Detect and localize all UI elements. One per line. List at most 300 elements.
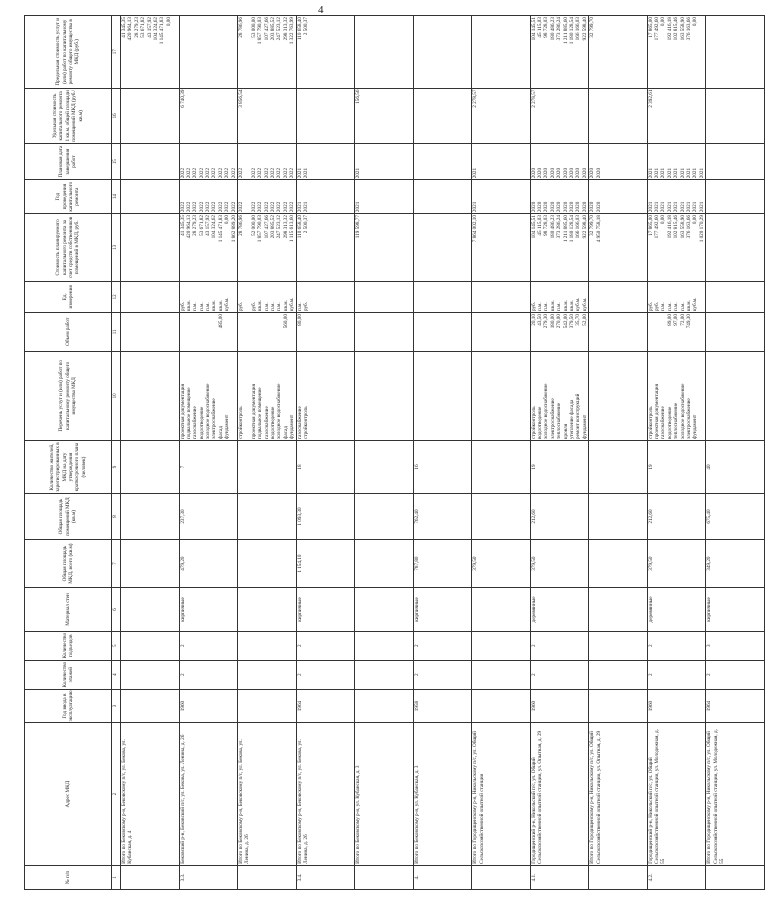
repair-year-cell-line: 2021 (472, 201, 479, 213)
table-row (530, 16, 589, 890)
limit-cost-cell-line (231, 17, 237, 87)
volume-cell (296, 313, 355, 352)
entrances-cell: 3 (706, 631, 765, 660)
works-cell-line: электроснабжение (549, 398, 556, 439)
repair-year-cell (121, 180, 180, 214)
end-date-cell-line: 2022 (282, 167, 289, 179)
works-cell-line: проектная документация (250, 384, 257, 439)
volume-cell-line: 20,10 (530, 314, 537, 326)
column-header: Общая площадь помещений МКД (кв.м) (25, 494, 112, 540)
unit-cell-line: куб.м. (581, 297, 588, 312)
repair-year-cell-line: 2021 (296, 201, 303, 213)
column-number: 16 (112, 88, 121, 144)
residents-cell: 19 (647, 440, 706, 493)
table-row (121, 16, 180, 890)
volume-cell-line: 180,00 (549, 314, 556, 329)
volume-cell-line: 270,00 (556, 314, 563, 329)
limit-cost-cell-line (523, 17, 529, 87)
repair-year-cell-line: 2020 (549, 201, 556, 213)
limit-cost-cell-line (172, 17, 178, 87)
volume-cell (530, 313, 589, 352)
works-cell-line: электроснабжение (685, 398, 692, 439)
end-date-cell (472, 144, 531, 180)
limit-cost-cell-line: 43 157,92 (146, 17, 153, 38)
unit-cell-line: кв.м. (217, 300, 224, 312)
end-date-cell-line: 2022 (263, 167, 270, 179)
limit-cost-cell-line: 166 166,03 (575, 17, 582, 41)
limit-cost-cell-line: 102 815,46 (673, 17, 680, 41)
unit-cost-cell: 3 856,54 (238, 88, 297, 144)
floors-cell (472, 660, 531, 689)
cost-cell-line: 1 857 790,03 (257, 215, 264, 243)
unit-cell-line: п.м. (263, 302, 270, 312)
repair-year-cell-line (172, 181, 178, 212)
works-cell-line: фасад (282, 426, 289, 439)
table-row (296, 16, 355, 890)
works-cell-line: теплоснабжение (556, 402, 563, 439)
end-date-cell-line: 2021 (673, 167, 680, 179)
column-number: 11 (112, 313, 121, 352)
cost-cell-line (757, 215, 763, 280)
limit-cost-cell-line: 53 671,82 (140, 17, 147, 38)
limit-cost-cell (706, 16, 765, 89)
end-date-cell (706, 144, 765, 180)
works-cell (179, 351, 238, 440)
works-cell-line: фасад (217, 426, 224, 439)
end-date-cell-line: 2021 (654, 167, 661, 179)
limit-cost-cell-line: 177 492,60 (654, 17, 661, 41)
works-cell-line: водоотведение (666, 406, 673, 439)
limit-cost-cell-line: 298 313,32 (282, 17, 289, 41)
cost-cell-line (640, 215, 646, 280)
unit-cell-line: п.м. (198, 302, 205, 312)
rooms-area-cell: 212,60 (647, 494, 706, 540)
wall-material-cell: кирпичные (706, 588, 765, 631)
repair-year-cell-line: 2021 (673, 201, 680, 213)
cost-cell-line: 1 115 613,60 (289, 215, 296, 243)
works-cell (647, 351, 706, 440)
rooms-area-cell: 675,40 (706, 494, 765, 540)
entrances-cell (121, 631, 180, 660)
address-cell: Бековский р-н, Бековский п/с, ул. Бекова, ул. Ленина, д. 2б (179, 723, 238, 865)
repair-year-cell-line: 2020 (575, 201, 582, 213)
limit-cost-cell (121, 16, 180, 89)
unit-cell-line: п.м. (192, 302, 199, 312)
limit-cost-cell-line (406, 17, 412, 87)
end-date-cell-line: 2021 (698, 167, 705, 179)
cost-cell-line (172, 215, 178, 280)
address-cell: Итого по Бековскому р-н, Бековскому п/с, ул. Бекова, ул. Кубанская, д. 4 (121, 723, 180, 865)
volume-cell-line (699, 314, 705, 350)
end-date-cell-line: 2022 (217, 167, 224, 179)
unit-cell-line (172, 283, 178, 311)
works-cell-line: фундамент (692, 414, 699, 439)
row-number (472, 865, 531, 889)
end-date-cell-line: 2022 (269, 167, 276, 179)
end-date-cell (296, 144, 355, 180)
unit-cell-line: кв.м. (211, 300, 218, 312)
unit-cell (238, 281, 297, 312)
works-cell (296, 351, 355, 440)
limit-cost-cell-line: 192 416,18 (666, 17, 673, 41)
total-area-cell (121, 539, 180, 587)
cost-cell-line: 0,00 (692, 215, 699, 225)
page-number: 4 (318, 4, 324, 16)
limit-cost-cell-line: 203 885,52 (269, 17, 276, 41)
volume-cell-line: 542,00 (562, 314, 569, 329)
works-cell-line (523, 353, 529, 439)
works-cell (413, 351, 472, 440)
repair-year-cell-line: 2022 (185, 201, 192, 213)
column-number: 3 (112, 689, 121, 723)
row-number: 4.2. (647, 865, 706, 889)
cost-cell-line: 376 163,66 (685, 215, 692, 239)
repair-year-cell-line: 2020 (568, 201, 575, 213)
repair-year-cell-line (406, 181, 412, 212)
works-cell-line (699, 353, 705, 439)
column-number: 8 (112, 494, 121, 540)
limit-cost-cell-line (699, 17, 705, 87)
end-date-cell-line: 2021 (685, 167, 692, 179)
residents-cell (238, 440, 297, 493)
volume-cell (238, 313, 297, 352)
unit-cell-line: п.м. (679, 302, 686, 312)
column-header: Удельная стоимость капитального ремонта 1 кв.м. общей площади помещений МКД (руб./кв.м) (25, 88, 112, 144)
limit-cost-cell (179, 16, 238, 89)
cost-cell-line: 43 157,92 (205, 215, 212, 236)
cost-cell-line (406, 215, 412, 280)
total-area-cell: 1 154,10 (296, 539, 355, 587)
limit-cost-cell (647, 16, 706, 89)
works-cell-line (172, 353, 178, 439)
cost-cell-line: 1 211 885,60 (562, 215, 569, 243)
works-cell-line: холодное водоснабжение (679, 383, 686, 439)
end-date-cell-line: 2022 (192, 167, 199, 179)
end-date-cell-line: 2020 (595, 167, 602, 179)
works-cell-line: стройконтроль (238, 406, 245, 439)
end-date-cell-line: 2022 (250, 167, 257, 179)
works-cell-line: газоснабжение (192, 406, 199, 439)
unit-cell-line: п.м. (296, 302, 303, 312)
year-cell: 1960 (179, 689, 238, 723)
works-cell-line: фундамент (289, 414, 296, 439)
cost-cell-line: 28 279,23 (192, 215, 199, 236)
limit-cost-cell (472, 16, 531, 89)
total-area-cell: 379,50 (530, 539, 589, 587)
repair-year-cell-line: 2020 (589, 201, 596, 213)
cost-cell-line: 2 500,37 (302, 215, 309, 234)
table-row (413, 16, 472, 890)
rooms-area-cell (355, 494, 414, 540)
cost-cell-line: 0,00 (660, 215, 667, 225)
unit-cell-line: п.м. (269, 302, 276, 312)
unit-cell-line (406, 283, 412, 311)
wall-material-cell (121, 588, 180, 631)
limit-cost-cell-line (465, 17, 471, 87)
repair-year-cell-line: 2020 (595, 201, 602, 213)
end-date-cell-line: 2020 (543, 167, 550, 179)
unit-cell-line: п.м. (543, 302, 550, 312)
column-number: 15 (112, 144, 121, 180)
rooms-area-cell: 212,60 (530, 494, 589, 540)
end-date-cell-line (465, 145, 471, 178)
row-number (238, 865, 297, 889)
works-cell-line (406, 353, 412, 439)
works-cell-line: фундамент (581, 414, 588, 439)
limit-cost-cell-line: 1 180 128,54 (568, 17, 575, 45)
repair-year-cell-line: 2022 (269, 201, 276, 213)
unit-cost-cell (413, 88, 472, 144)
rooms-area-cell (472, 494, 531, 540)
works-cell (238, 351, 297, 440)
repair-year-cell (355, 180, 414, 214)
cost-cell (413, 214, 472, 282)
column-number: 12 (112, 281, 121, 312)
column-header: Стоимость планируемого капитального ремонта за счет средств собственников помещений в МКД, руб. (25, 214, 112, 282)
end-date-cell-line: 2020 (589, 167, 596, 179)
column-number: 13 (112, 214, 121, 282)
end-date-cell-line: 2021 (472, 167, 479, 179)
limit-cost-cell-line (348, 17, 354, 87)
unit-cell-line: куб.м. (224, 297, 231, 312)
repair-year-cell (413, 180, 472, 214)
year-cell (589, 689, 648, 723)
unit-cost-cell (121, 88, 180, 144)
repair-year-cell-line (465, 181, 471, 212)
end-date-cell-line (640, 145, 646, 178)
works-cell (706, 351, 765, 440)
volume-cell (121, 313, 180, 352)
table-row (589, 16, 648, 890)
table-row (647, 16, 706, 890)
cost-cell-line: 177 492,60 (654, 215, 661, 239)
volume-cell-line: 279,30 (543, 314, 550, 329)
column-header: Год ввода в эксплуатацию (25, 689, 112, 723)
entrances-cell: 2 (179, 631, 238, 660)
cost-cell-line: 373 286,24 (556, 215, 563, 239)
unit-cell (647, 281, 706, 312)
repair-year-cell-line: 2022 (224, 201, 231, 213)
unit-cell-line: п.м. (205, 302, 212, 312)
unit-cell-line (757, 283, 763, 311)
cost-cell-line: 110 658,40 (296, 215, 303, 239)
volume-cell-line (231, 314, 237, 350)
cost-cell-line: 298 313,32 (282, 215, 289, 239)
wall-material-cell (355, 588, 414, 631)
wall-material-cell: кирпичные (296, 588, 355, 631)
end-date-cell (413, 144, 472, 180)
column-number-row (112, 16, 121, 890)
total-area-cell: 379,50 (647, 539, 706, 587)
wall-material-cell (472, 588, 531, 631)
repair-year-cell-line: 2021 (685, 201, 692, 213)
repair-year-cell-line: 2022 (250, 201, 257, 213)
rooms-area-cell (238, 494, 297, 540)
unit-cell-line: руб. (302, 302, 309, 312)
cost-cell-line: 4 950 758,18 (595, 215, 602, 243)
total-area-cell: 349,20 (706, 539, 765, 587)
address-cell: Городищенский р-н, Никольский п/с, ул. Общий Сельскохозяйственной опытной станции, ул. Опытная, д. 29 (530, 723, 589, 865)
row-number: 4. (413, 865, 472, 889)
row-number: 4.1. (530, 865, 589, 889)
unit-cell-line: кв.м. (549, 300, 556, 312)
limit-cost-cell-line: 98 728,03 (543, 17, 550, 38)
column-header: Материал стен (25, 588, 112, 631)
column-number: 5 (112, 631, 121, 660)
unit-cost-cell (706, 88, 765, 144)
residents-cell: 40 (706, 440, 765, 493)
cost-cell-line: 53 671,82 (198, 215, 205, 236)
repair-year-cell-line: 2022 (276, 201, 283, 213)
floors-cell (238, 660, 297, 689)
year-cell: 1960 (530, 689, 589, 723)
cost-cell-line (348, 215, 354, 280)
unit-cell-line: п.м. (537, 302, 543, 312)
repair-plan-table (24, 15, 765, 890)
column-number: 4 (112, 660, 121, 689)
volume-cell-line: 43,50 (537, 314, 543, 326)
limit-cost-cell-line: 1 857 790,03 (257, 17, 264, 45)
repair-year-cell-line: 2021 (679, 201, 686, 213)
end-date-cell-line: 2022 (224, 167, 231, 179)
limit-cost-cell-line: 45 115,03 (537, 17, 543, 38)
address-cell: Итого по Городищенскому р-н, Никольскому п/с, ул. Общий Сельскохозяйственной опытной станции, ул. Молодежная, д. 55 (706, 723, 765, 865)
end-date-cell-line: 2022 (289, 167, 296, 179)
floors-cell (355, 660, 414, 689)
limit-cost-cell-line: 107 427,66 (263, 17, 270, 41)
works-cell (589, 351, 648, 440)
floors-cell: 2 (296, 660, 355, 689)
total-area-cell: 787,80 (413, 539, 472, 587)
works-cell-line: холодное водоснабжение (543, 383, 550, 439)
works-cell-line: водоотведение (537, 406, 543, 439)
volume-cell-line: 52,00 (581, 314, 588, 326)
unit-cell-line: кв.м. (282, 300, 289, 312)
repair-year-cell (530, 180, 589, 214)
limit-cost-cell-line: 247 523,12 (276, 17, 283, 41)
floors-cell: 2 (179, 660, 238, 689)
end-date-cell-line: 2022 (179, 167, 186, 179)
cost-cell-line: 104 324,62 (211, 215, 218, 239)
end-date-cell-line: 2020 (556, 167, 563, 179)
cost-cell-line: 7 864 002,10 (472, 215, 479, 243)
unit-cell-line: п.м. (666, 302, 673, 312)
entrances-cell: 2 (413, 631, 472, 660)
repair-year-cell-line: 2021 (692, 201, 699, 213)
repair-year-cell-line: 2022 (217, 201, 224, 213)
address-cell: Городищенский р-н, Никольский п/с, ул. Общий Сельскохозяйственной опытной станции, ул. Молодежная, д. 55 (647, 723, 706, 865)
repair-year-cell (472, 180, 531, 214)
residents-cell (589, 440, 648, 493)
address-cell: Итого по Бековскому р-н, ул. Кубанская, д. 3 (355, 723, 414, 865)
limit-cost-cell-line: 104 324,62 (152, 17, 159, 41)
unit-cell-line: п.м. (556, 302, 563, 312)
column-header: № п/п (25, 865, 112, 889)
unit-cell-line (348, 283, 354, 311)
column-header: Количество подъездов (25, 631, 112, 660)
works-cell-line (640, 353, 646, 439)
end-date-cell-line (406, 145, 412, 178)
repair-year-cell-line (523, 181, 529, 212)
row-number: 3.3. (179, 865, 238, 889)
unit-cell-line: куб.м. (289, 297, 296, 312)
works-cell-line: подвальное помещение (185, 387, 192, 439)
repair-year-cell-line: 2021 (654, 201, 661, 213)
table-row (706, 16, 765, 890)
unit-cell-line (231, 283, 237, 311)
cost-cell-line (523, 215, 529, 280)
wall-material-cell: деревянные (530, 588, 589, 631)
volume-cell-line: 35,70 (575, 314, 582, 326)
header-row (25, 16, 112, 890)
end-date-cell-line: 2021 (647, 167, 654, 179)
cost-cell-line: 192 416,18 (666, 215, 673, 239)
address-cell: Итого по Бековскому р-н, ул. Кубанская, д. 3 (413, 723, 472, 865)
column-header: Перечень услуг и (или) работ по капитальному ремонту общего имущества МКД (25, 351, 112, 440)
year-cell (355, 689, 414, 723)
repair-year-cell (589, 180, 648, 214)
table-row (179, 16, 238, 890)
address-cell: Итого по Бековскому р-н, Бековскому п/с, ул. Бекова, ул. Ленина, д. 2б (296, 723, 355, 865)
limit-cost-cell-line: 104 145,51 (530, 17, 537, 41)
works-cell-line: холодное водоснабжение (276, 383, 283, 439)
column-header: Ед. измерения (25, 281, 112, 312)
rooms-area-cell: 1 093,30 (296, 494, 355, 540)
entrances-cell: 2 (647, 631, 706, 660)
end-date-cell-line: 2022 (238, 167, 245, 179)
limit-cost-cell-line: 376 163,66 (685, 17, 692, 41)
end-date-cell-line: 2021 (296, 167, 303, 179)
limit-cost-cell-line: 17 865,00 (647, 17, 654, 38)
unit-cell-line: кв.м. (685, 300, 692, 312)
repair-year-cell (238, 180, 297, 214)
end-date-cell-line: 2022 (276, 167, 283, 179)
entrances-cell (589, 631, 648, 660)
total-area-cell (238, 539, 297, 587)
year-cell: 1964 (706, 689, 765, 723)
unit-cell-line (640, 283, 646, 311)
end-date-cell-line: 2022 (257, 167, 264, 179)
total-area-cell (355, 539, 414, 587)
limit-cost-cell-line: 1 145 471,83 (159, 17, 166, 45)
unit-cost-cell: 6 740,39 (179, 88, 238, 144)
cost-cell (355, 214, 414, 282)
works-cell-line: проектная документация (179, 384, 186, 439)
unit-cell-line: кв.м. (185, 300, 192, 312)
unit-cell (706, 281, 765, 312)
floors-cell (589, 660, 648, 689)
repair-year-cell-line (757, 181, 763, 212)
repair-year-cell-line: 2020 (530, 201, 537, 213)
cost-cell (706, 214, 765, 282)
end-date-cell-line: 2021 (679, 167, 686, 179)
repair-year-cell-line: 2020 (543, 201, 550, 213)
repair-year-cell-line: 2020 (562, 201, 569, 213)
unit-cell-line (523, 283, 529, 311)
wall-material-cell: деревянные (647, 588, 706, 631)
floors-cell: 2 (647, 660, 706, 689)
limit-cost-cell-line: 180 486,23 (549, 17, 556, 41)
works-cell-line: фундамент (224, 414, 231, 439)
limit-cost-cell-line: 28 786,96 (238, 17, 245, 38)
unit-cell-line (465, 283, 471, 311)
column-header: Год проведения капитального ремонта (25, 180, 112, 214)
repair-year-cell-line (348, 181, 354, 212)
limit-cost-cell-line: 373 286,24 (556, 17, 563, 41)
limit-cost-cell-line: 0,00 (165, 17, 172, 27)
end-date-cell-line: 2020 (575, 167, 582, 179)
volume-cell-line: 485,00 (217, 314, 224, 329)
